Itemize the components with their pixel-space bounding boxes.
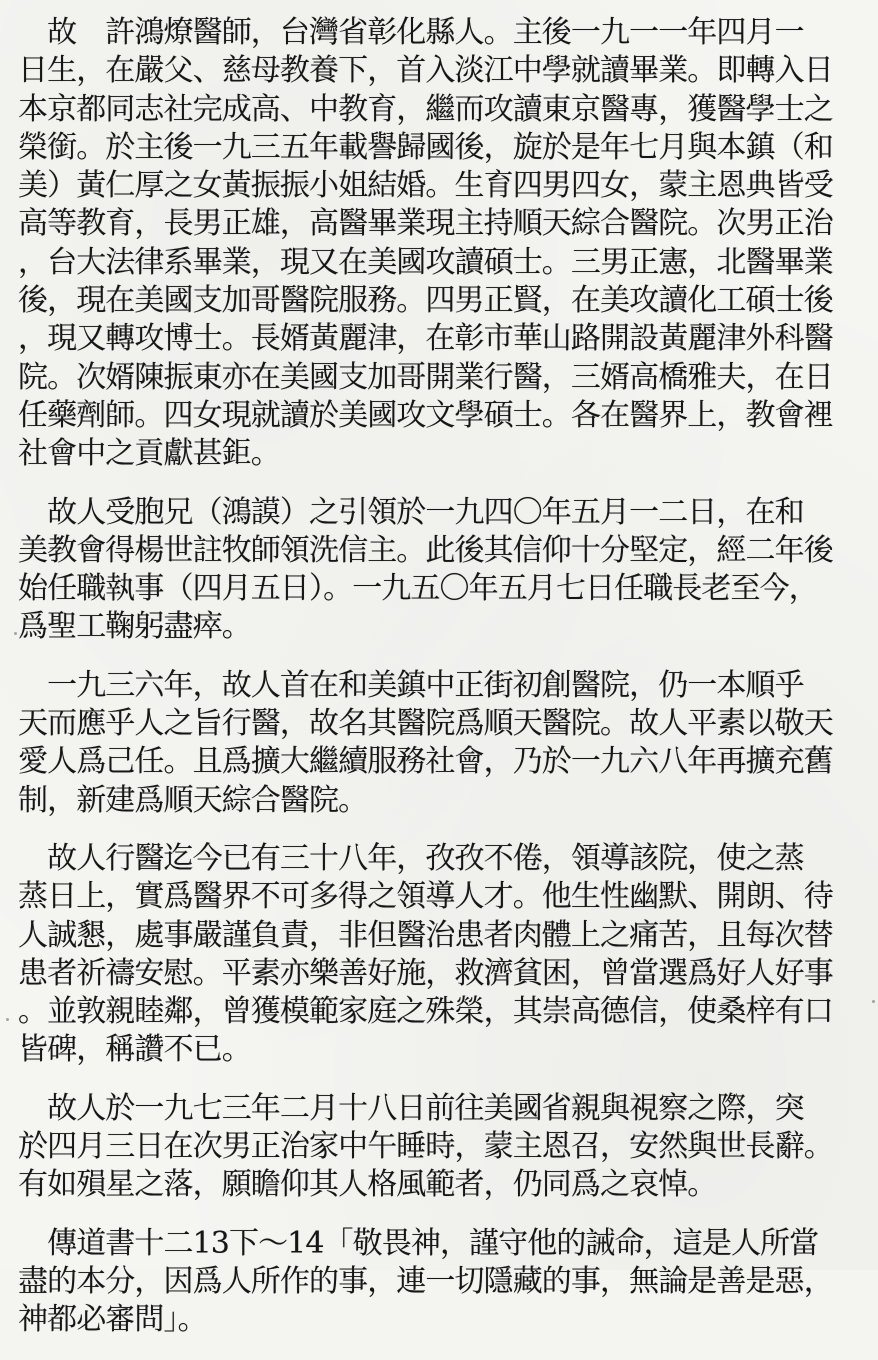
text-line: 有如殞星之落，願瞻仰其人格風範者，仍同爲之哀悼。 — [18, 1167, 717, 1203]
text-line: 患者祈禱安慰。平素亦樂善好施，救濟貧困，曾當選爲好人好事 — [18, 955, 833, 991]
text-line: 本京都同志社完成高、中教育，繼而攻讀東京醫專，獲醫學士之 — [18, 91, 833, 127]
text-line: ，台大法律系畢業，現又在美國攻讀碩士。三男正憲，北醫畢業 — [18, 244, 833, 280]
text-line: 故人於一九七三年二月十八日前往美國省親與視察之際，突 — [18, 1090, 804, 1126]
text-line: 美教會得楊世註牧師領洗信主。此後其信仰十分堅定，經二年後 — [18, 532, 833, 568]
text-line: 故人行醫迄今已有三十八年，孜孜不倦，領導該院，使之蒸 — [18, 840, 804, 876]
text-line: 美）黃仁厚之女黃振振小姐結婚。生育四男四女，蒙主恩典皆受 — [18, 168, 833, 204]
text-line: 任藥劑師。四女現就讀於美國攻文學碩士。各在醫界上，教會裡 — [18, 397, 833, 433]
text-line: 始任職執事（四月五日）。一九五〇年五月七日任職長老至今， — [18, 571, 818, 607]
text-line: 盡的本分，因爲人所作的事，連一切隱藏的事，無論是善是惡， — [18, 1263, 833, 1299]
text-line: 後，現在美國支加哥醫院服務。四男正賢，在美攻讀化工碩士後 — [18, 283, 833, 319]
text-line: 爲聖工鞠躬盡瘁。 — [18, 609, 251, 645]
text-line: 院。次婿陳振東亦在美國支加哥開業行醫，三婿高橋雅夫，在日 — [18, 359, 833, 395]
text-line: 皆碑，稱讚不已。 — [18, 1032, 251, 1068]
text-line: 榮銜。於主後一九三五年載譽歸國後，旋於是年七月與本鎮（和 — [18, 129, 833, 165]
text-line: 日生，在嚴父、慈母教養下，首入淡江中學就讀畢業。即轉入日 — [18, 53, 833, 89]
paragraph-scripture — [18, 1225, 864, 1340]
text-line: 天而應乎人之旨行醫，故名其醫院爲順天醫院。故人平素以敬天 — [18, 706, 833, 742]
text-line: 於四月三日在次男正治家中午睡時，蒙主恩召，安然與世長辭。 — [18, 1129, 833, 1165]
text-line: 人誠懇，處事嚴謹負責，非但醫治患者肉體上之痛苦，且每次替 — [18, 917, 833, 953]
text-line: 傳道書十二13下～14「敬畏神，謹守他的誡命，這是人所當 — [18, 1225, 819, 1261]
scan-speck — [872, 1000, 875, 1003]
text-line: 神都必審問」。 — [18, 1302, 207, 1338]
text-line: 。並敦親睦鄰，曾獲模範家庭之殊榮，其崇高德信，使桑梓有口 — [18, 994, 833, 1030]
text-line: ，現又轉攻博士。長婿黃麗津，在彰市華山路開設黃麗津外科醫 — [18, 321, 833, 357]
scan-speck — [14, 632, 17, 635]
paragraph-hospital — [18, 667, 864, 820]
text-line: 故人受胞兄（鴻謨）之引領於一九四〇年五月一二日，在和 — [18, 494, 804, 530]
paragraph-faith — [18, 494, 864, 647]
text-line: 制，新建爲順天綜合醫院。 — [18, 782, 368, 818]
text-line: 社會中之貢獻甚鉅。 — [18, 436, 280, 472]
text-line: 一九三六年，故人首在和美鎮中正街初創醫院，仍一本順乎 — [18, 667, 804, 703]
paragraph-character — [18, 840, 864, 1070]
text-line: 蒸日上，實爲醫界不可多得之領導人才。他生性幽默、開朗、待 — [18, 879, 833, 915]
scan-speck — [6, 1018, 9, 1021]
paragraph-biography — [18, 14, 864, 474]
text-line: 故 許鴻燎醫師，台灣省彰化縣人。主後一九一一年四月一 — [18, 15, 804, 50]
paragraph-passing — [18, 1090, 864, 1205]
obituary-article — [18, 14, 864, 1360]
text-line: 高等教育，長男正雄，高醫畢業現主持順天綜合醫院。次男正治 — [18, 206, 833, 242]
text-line: 愛人爲己任。且爲擴大繼續服務社會，乃於一九六八年再擴充舊 — [18, 744, 833, 780]
